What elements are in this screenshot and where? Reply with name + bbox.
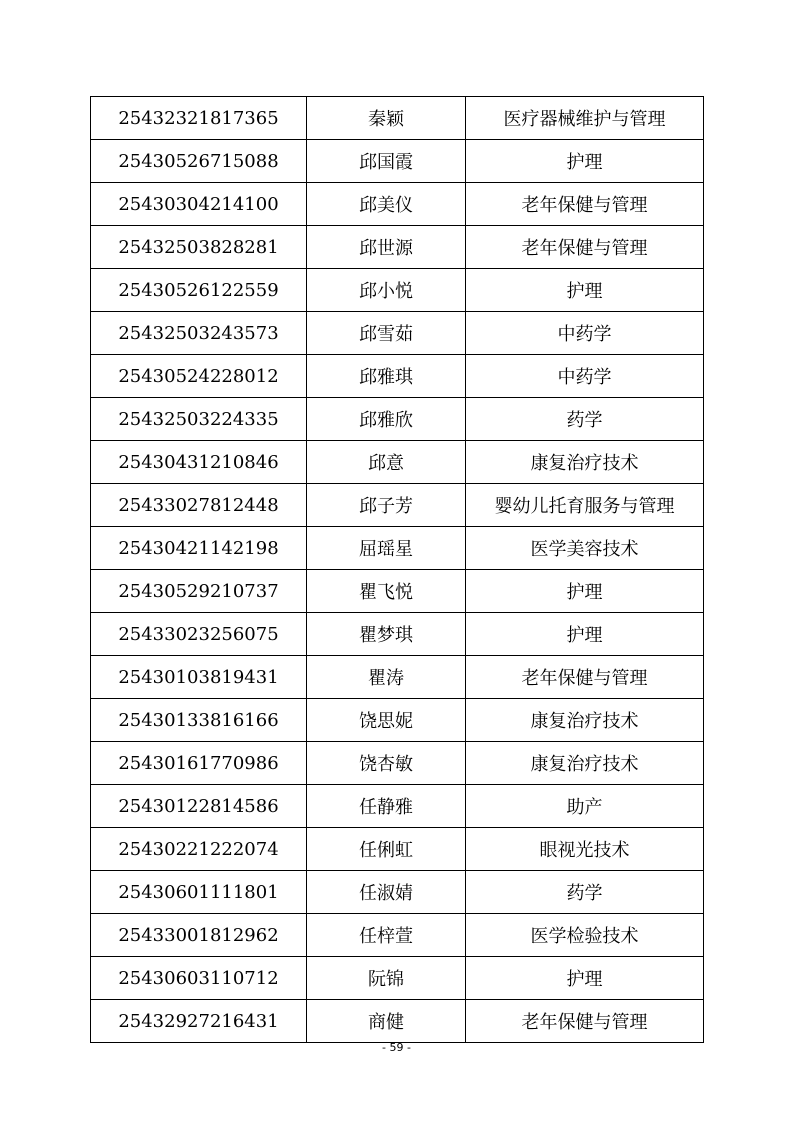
major-cell: 眼视光技术 — [466, 828, 704, 871]
major-cell: 康复治疗技术 — [466, 742, 704, 785]
student-name-cell: 邱雅欣 — [307, 398, 466, 441]
table-row — [91, 1000, 704, 1043]
student-id-cell: 25430221222074 — [91, 828, 307, 871]
major-cell: 医学美容技术 — [466, 527, 704, 570]
student-name-cell: 邱国霞 — [307, 140, 466, 183]
student-name-cell: 邱雅琪 — [307, 355, 466, 398]
student-id-cell: 25430122814586 — [91, 785, 307, 828]
student-id-cell: 25433027812448 — [91, 484, 307, 527]
table-row — [91, 140, 704, 183]
student-name-cell: 任静雅 — [307, 785, 466, 828]
table-row — [91, 269, 704, 312]
table-row — [91, 527, 704, 570]
student-id-cell: 25432503828281 — [91, 226, 307, 269]
table-row — [91, 355, 704, 398]
major-cell: 药学 — [466, 398, 704, 441]
major-cell: 老年保健与管理 — [466, 226, 704, 269]
student-name-cell: 邱雪茹 — [307, 312, 466, 355]
student-id-cell: 25430421142198 — [91, 527, 307, 570]
table-row — [91, 785, 704, 828]
page-number: - 59 - — [382, 1041, 411, 1054]
major-cell: 医学检验技术 — [466, 914, 704, 957]
table-row — [91, 484, 704, 527]
student-id-cell: 25430526122559 — [91, 269, 307, 312]
major-cell: 医疗器械维护与管理 — [466, 97, 704, 140]
student-id-cell: 25432503243573 — [91, 312, 307, 355]
table-body — [91, 97, 704, 1043]
major-cell: 护理 — [466, 613, 704, 656]
student-name-cell: 秦颖 — [307, 97, 466, 140]
student-id-cell: 25430103819431 — [91, 656, 307, 699]
student-name-cell: 任淑婧 — [307, 871, 466, 914]
student-name-cell: 邱子芳 — [307, 484, 466, 527]
major-cell: 中药学 — [466, 312, 704, 355]
major-cell: 护理 — [466, 570, 704, 613]
student-id-cell: 25430133816166 — [91, 699, 307, 742]
major-cell: 康复治疗技术 — [466, 699, 704, 742]
table-row — [91, 398, 704, 441]
student-id-cell: 25430524228012 — [91, 355, 307, 398]
table-row — [91, 226, 704, 269]
major-cell: 婴幼儿托育服务与管理 — [466, 484, 704, 527]
table-row — [91, 613, 704, 656]
student-name-cell: 瞿梦琪 — [307, 613, 466, 656]
table-row — [91, 656, 704, 699]
student-table — [90, 96, 704, 1043]
student-name-cell: 屈瑶星 — [307, 527, 466, 570]
student-id-cell: 25432503224335 — [91, 398, 307, 441]
table-row — [91, 97, 704, 140]
student-id-cell: 25430603110712 — [91, 957, 307, 1000]
major-cell: 老年保健与管理 — [466, 183, 704, 226]
table-row — [91, 183, 704, 226]
table-row — [91, 742, 704, 785]
table-row — [91, 441, 704, 484]
major-cell: 康复治疗技术 — [466, 441, 704, 484]
student-id-cell: 25430526715088 — [91, 140, 307, 183]
table-row — [91, 957, 704, 1000]
student-id-cell: 25430304214100 — [91, 183, 307, 226]
table-row — [91, 914, 704, 957]
student-id-cell: 25432321817365 — [91, 97, 307, 140]
student-name-cell: 阮锦 — [307, 957, 466, 1000]
student-name-cell: 任梓萱 — [307, 914, 466, 957]
major-cell: 助产 — [466, 785, 704, 828]
major-cell: 护理 — [466, 957, 704, 1000]
major-cell: 老年保健与管理 — [466, 656, 704, 699]
table-row — [91, 871, 704, 914]
student-name-cell: 饶思妮 — [307, 699, 466, 742]
student-name-cell: 邱美仪 — [307, 183, 466, 226]
student-name-cell: 邱意 — [307, 441, 466, 484]
student-id-cell: 25430161770986 — [91, 742, 307, 785]
student-id-cell: 25430529210737 — [91, 570, 307, 613]
student-id-cell: 25430601111801 — [91, 871, 307, 914]
major-cell: 中药学 — [466, 355, 704, 398]
major-cell: 护理 — [466, 140, 704, 183]
table-row — [91, 699, 704, 742]
student-name-cell: 邱世源 — [307, 226, 466, 269]
student-name-cell: 瞿飞悦 — [307, 570, 466, 613]
student-name-cell: 瞿涛 — [307, 656, 466, 699]
table-row — [91, 828, 704, 871]
student-id-cell: 25430431210846 — [91, 441, 307, 484]
major-cell: 老年保健与管理 — [466, 1000, 704, 1043]
student-id-cell: 25432927216431 — [91, 1000, 307, 1043]
student-id-cell: 25433023256075 — [91, 613, 307, 656]
major-cell: 药学 — [466, 871, 704, 914]
table-row — [91, 312, 704, 355]
student-name-cell: 商健 — [307, 1000, 466, 1043]
student-id-cell: 25433001812962 — [91, 914, 307, 957]
student-name-cell: 邱小悦 — [307, 269, 466, 312]
student-name-cell: 饶杏敏 — [307, 742, 466, 785]
student-name-cell: 任俐虹 — [307, 828, 466, 871]
table-row — [91, 570, 704, 613]
major-cell: 护理 — [466, 269, 704, 312]
